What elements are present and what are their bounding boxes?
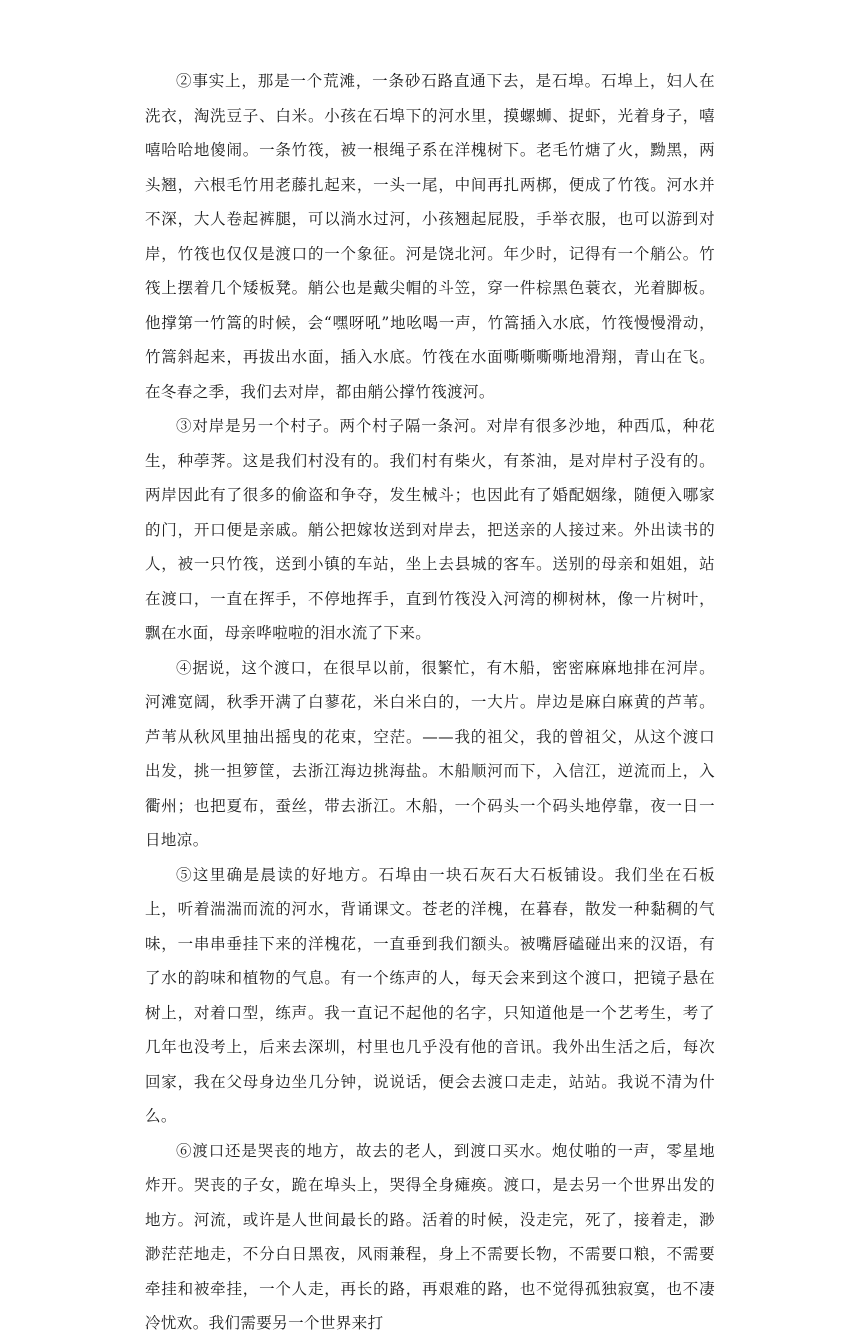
paragraph-5: ⑤这里确是晨读的好地方。石埠由一块石灰石大石板铺设。我们坐在石板上，听着湍湍而流的河水，背诵课文。苍老的洋槐，在暮春，散发一种黏稠的气味，一串串垂挂下来的洋槐花，一直垂到我们额头。被嘴唇磕碰出来的汉语，有了水的韵味和植物的气息。有一个练声的人，每天会来到这个渡口，把镜子悬在树上，对着口型，练声。我一直记不起他的名字，只知道他是一个艺考生，考了几年也没考上，后来去深圳，村里也几乎没有他的音讯。我外出生活之后，每次回家，我在父母身边坐几分钟，说说话，便会去渡口走走，站站。我说不清为什么。 bbox=[145, 865, 715, 1125]
paragraph-4: ④据说，这个渡口，在很早以前，很繁忙，有木船，密密麻麻地排在河岸。河滩宽阔，秋季开满了白蓼花，米白米白的，一大片。岸边是麻白麻黄的芦苇。芦苇从秋风里抽出摇曳的花束，空茫。——我的祖父，我的曾祖父，从这个渡口出发，挑一担箩筐，去浙江海边挑海盐。木船顺河而下，入信江，逆流而上，入衢州；也把夏布，蚕丝，带去浙江。木船，一个码头一个码头地停靠，夜一日一日地凉。 bbox=[145, 658, 715, 849]
paragraph-6: ⑥渡口还是哭丧的地方，故去的老人，到渡口买水。炮仗啪的一声，零星地炸开。哭丧的子女，跪在埠头上，哭得全身瘫痪。渡口，是去另一个世界出发的地方。河流，或许是人世间最长的路。活着的时候，没走完，死了，接着走，渺渺茫茫地走，不分白日黑夜，风雨兼程，身上不需要长物，不需要口粮，不需要牵挂和被牵挂，一个人走，再长的路，再艰难的路，也不觉得孤独寂寞，也不凄冷忧欢。我们需要另一个世界来打 bbox=[145, 1141, 715, 1332]
article-body bbox=[145, 64, 715, 1341]
paragraph-3: ③对岸是另一个村子。两个村子隔一条河。对岸有很多沙地，种西瓜，种花生，种荸荠。这是我们村没有的。我们村有柴火，有茶油，是对岸村子没有的。两岸因此有了很多的偷盗和争夺，发生械斗；也因此有了婚配姻缘，随便入哪家的门，开口便是亲戚。艄公把嫁妆送到对岸去，把送亲的人接过来。外出读书的人，被一只竹筏，送到小镇的车站，坐上去县城的客车。送别的母亲和姐姐，站在渡口，一直在挥手，不停地挥手，直到竹筏没入河湾的柳树林，像一片树叶，飘在水面，母亲哗啦啦的泪水流了下来。 bbox=[145, 417, 715, 642]
paragraph-2: ②事实上，那是一个荒滩，一条砂石路直通下去，是石埠。石埠上，妇人在洗衣，淘洗豆子、白米。小孩在石埠下的河水里，摸螺蛳、捉虾，光着身子，嘻嘻哈哈地傻闹。一条竹筏，被一根绳子系在洋槐树下。老毛竹煻了火，黝黑，两头翘，六根毛竹用老藤扎起来，一头一尾，中间再扎两梆，便成了竹筏。河水并不深，大人卷起裤腿，可以淌水过河，小孩翘起屁股，手举衣服，也可以游到对岸，竹筏也仅仅是渡口的一个象征。河是饶北河。年少时，记得有一个艄公。竹筏上摆着几个矮板凳。艄公也是戴尖帽的斗笠，穿一件棕黑色蓑衣，光着脚板。他撑第一竹篙的时候，会“嘿呀吼”地吆喝一声，竹篙插入水底，竹筏慢慢滑动，竹篙斜起来，再拔出水面，插入水底。竹筏在水面嘶嘶嘶嘶地滑翔，青山在飞。在冬春之季，我们去对岸，都由艄公撑竹筏渡河。 bbox=[145, 72, 715, 401]
